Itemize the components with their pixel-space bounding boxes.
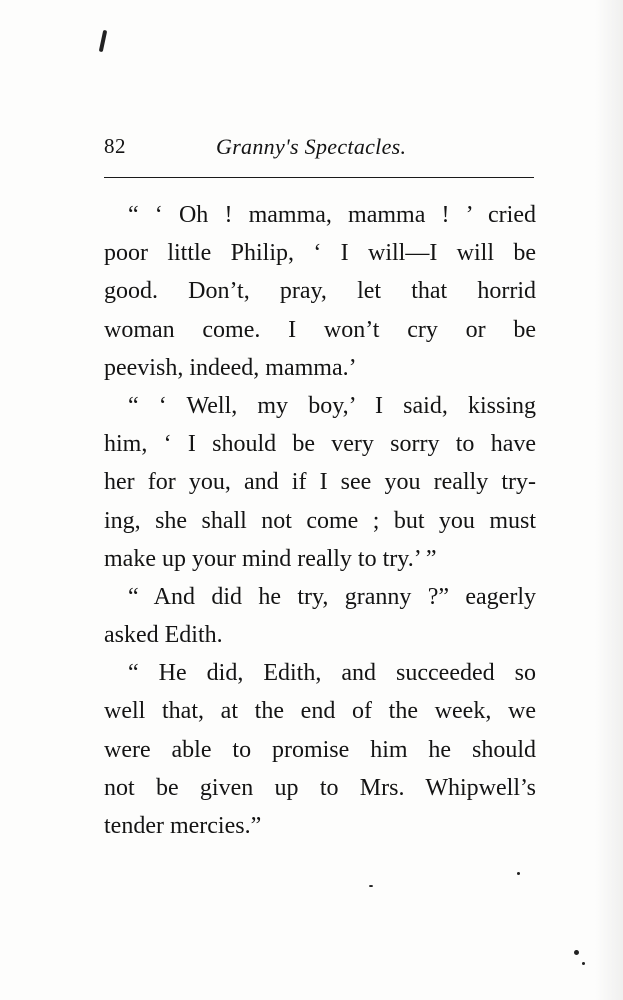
text-line: well that, at the end of the week, we xyxy=(104,698,536,725)
running-title: Granny's Spectacles. xyxy=(216,134,407,159)
text-line: him, ‘ I should be very sorry to have xyxy=(104,431,536,458)
page-header xyxy=(104,134,534,166)
page-number: 82 xyxy=(104,134,126,158)
text-line: make up your mind really to try.’ ” xyxy=(104,545,437,572)
text-line: were able to promise him he should xyxy=(104,736,536,763)
scan-speck xyxy=(99,30,107,52)
text-line: peevish, indeed, mamma.’ xyxy=(104,354,357,381)
text-line: not be given up to Mrs. Whipwell’s xyxy=(104,774,536,801)
text-line: tender mercies.” xyxy=(104,813,262,839)
text-line: good. Don’t, pray, let that horrid xyxy=(104,278,536,305)
scan-speck xyxy=(582,962,585,965)
scan-speck xyxy=(517,872,520,875)
text-line: “ ‘ Well, my boy,’ I said, kissing xyxy=(128,392,536,419)
text-line: ing, she shall not come ; but you must xyxy=(104,507,536,534)
text-line: her for you, and if I see you really try- xyxy=(104,469,536,496)
body-text xyxy=(104,196,536,845)
scan-speck xyxy=(369,885,373,887)
text-line: “ And did he try, granny ?” eagerly xyxy=(128,583,536,610)
header-rule xyxy=(104,177,534,178)
text-line: “ ‘ Oh ! mamma, mamma ! ’ cried xyxy=(128,202,536,228)
scan-speck xyxy=(574,950,579,955)
scan-edge-shadow xyxy=(595,0,623,1000)
text-line: woman come. I won’t cry or be xyxy=(104,316,536,343)
text-line: poor little Philip, ‘ I will—I will be xyxy=(104,240,536,267)
text-line: “ He did, Edith, and succeeded so xyxy=(128,660,536,687)
text-line: asked Edith. xyxy=(104,622,223,649)
